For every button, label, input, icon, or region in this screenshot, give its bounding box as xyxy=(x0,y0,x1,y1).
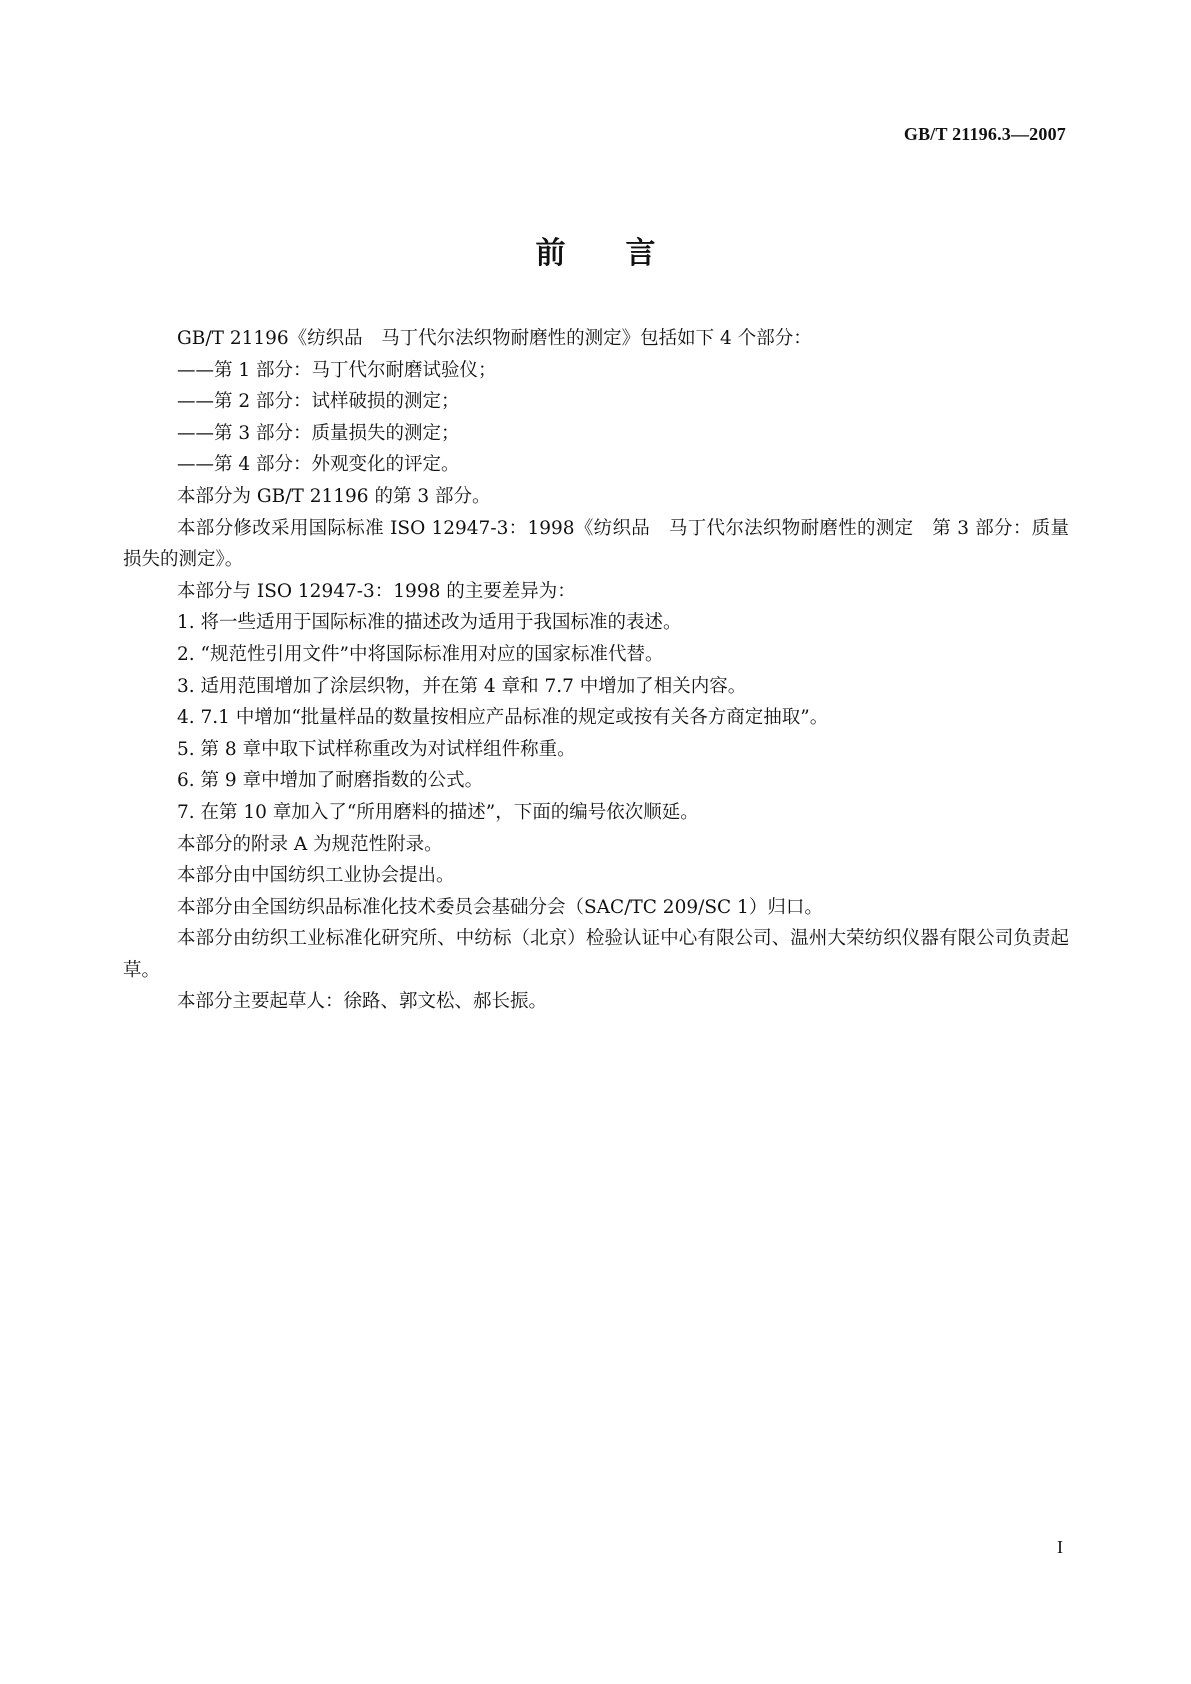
paragraph: 1. 将一些适用于国际标准的描述改为适用于我国标准的表述。 xyxy=(177,612,682,634)
paragraph: 6. 第 9 章中增加了耐磨指数的公式。 xyxy=(177,770,484,792)
paragraph: 2. “规范性引用文件”中将国际标准用对应的国家标准代替。 xyxy=(177,643,664,665)
paragraph: 本部分与 ISO 12947-3：1998 的主要差异为： xyxy=(177,580,576,602)
paragraph: 7. 在第 10 章加入了“所用磨料的描述”，下面的编号依次顺延。 xyxy=(177,801,699,823)
paragraph: 本部分由中国纺织工业协会提出。 xyxy=(177,865,455,887)
paragraph: GB/T 21196《纺织品 马丁代尔法织物耐磨性的测定》包括如下 4 个部分： xyxy=(177,328,812,349)
paragraph: 本部分由纺织工业标准化研究所、中纺标（北京）检验认证中心有限公司、温州大荣纺织仪器有限公司负责起草。 xyxy=(123,928,1069,981)
paragraph: 3. 适用范围增加了涂层织物，并在第 4 章和 7.7 中增加了相关内容。 xyxy=(177,675,747,697)
paragraph: 本部分主要起草人：徐路、郭文松、郝长振。 xyxy=(177,991,548,1013)
paragraph: 5. 第 8 章中取下试样称重改为对试样组件称重。 xyxy=(177,738,576,760)
paragraph: 本部分的附录 A 为规范性附录。 xyxy=(177,833,443,855)
standard-number: GB/T 21196.3—2007 xyxy=(903,124,1066,144)
paragraph: 本部分由全国纺织品标准化技术委员会基础分会（SAC/TC 209/SC 1）归口。 xyxy=(177,896,823,918)
paragraph: 4. 7.1 中增加“批量样品的数量按相应产品标准的规定或按有关各方商定抽取”。 xyxy=(177,707,829,729)
page-number: I xyxy=(1057,1537,1063,1557)
foreword-body xyxy=(123,323,1069,1018)
paragraph: ——第 4 部分：外观变化的评定。 xyxy=(177,454,460,476)
paragraph: ——第 2 部分：试样破损的测定； xyxy=(177,391,460,413)
page-title: 前言 xyxy=(535,236,716,271)
paragraph: 本部分为 GB/T 21196 的第 3 部分。 xyxy=(177,485,491,507)
paragraph: ——第 1 部分：马丁代尔耐磨试验仪； xyxy=(177,359,497,381)
paragraph: ——第 3 部分：质量损失的测定； xyxy=(177,422,460,444)
paragraph: 本部分修改采用国际标准 ISO 12947-3：1998《纺织品 马丁代尔法织物耐磨性的测定 第 3 部分：质量损失的测定》。 xyxy=(123,517,1069,571)
